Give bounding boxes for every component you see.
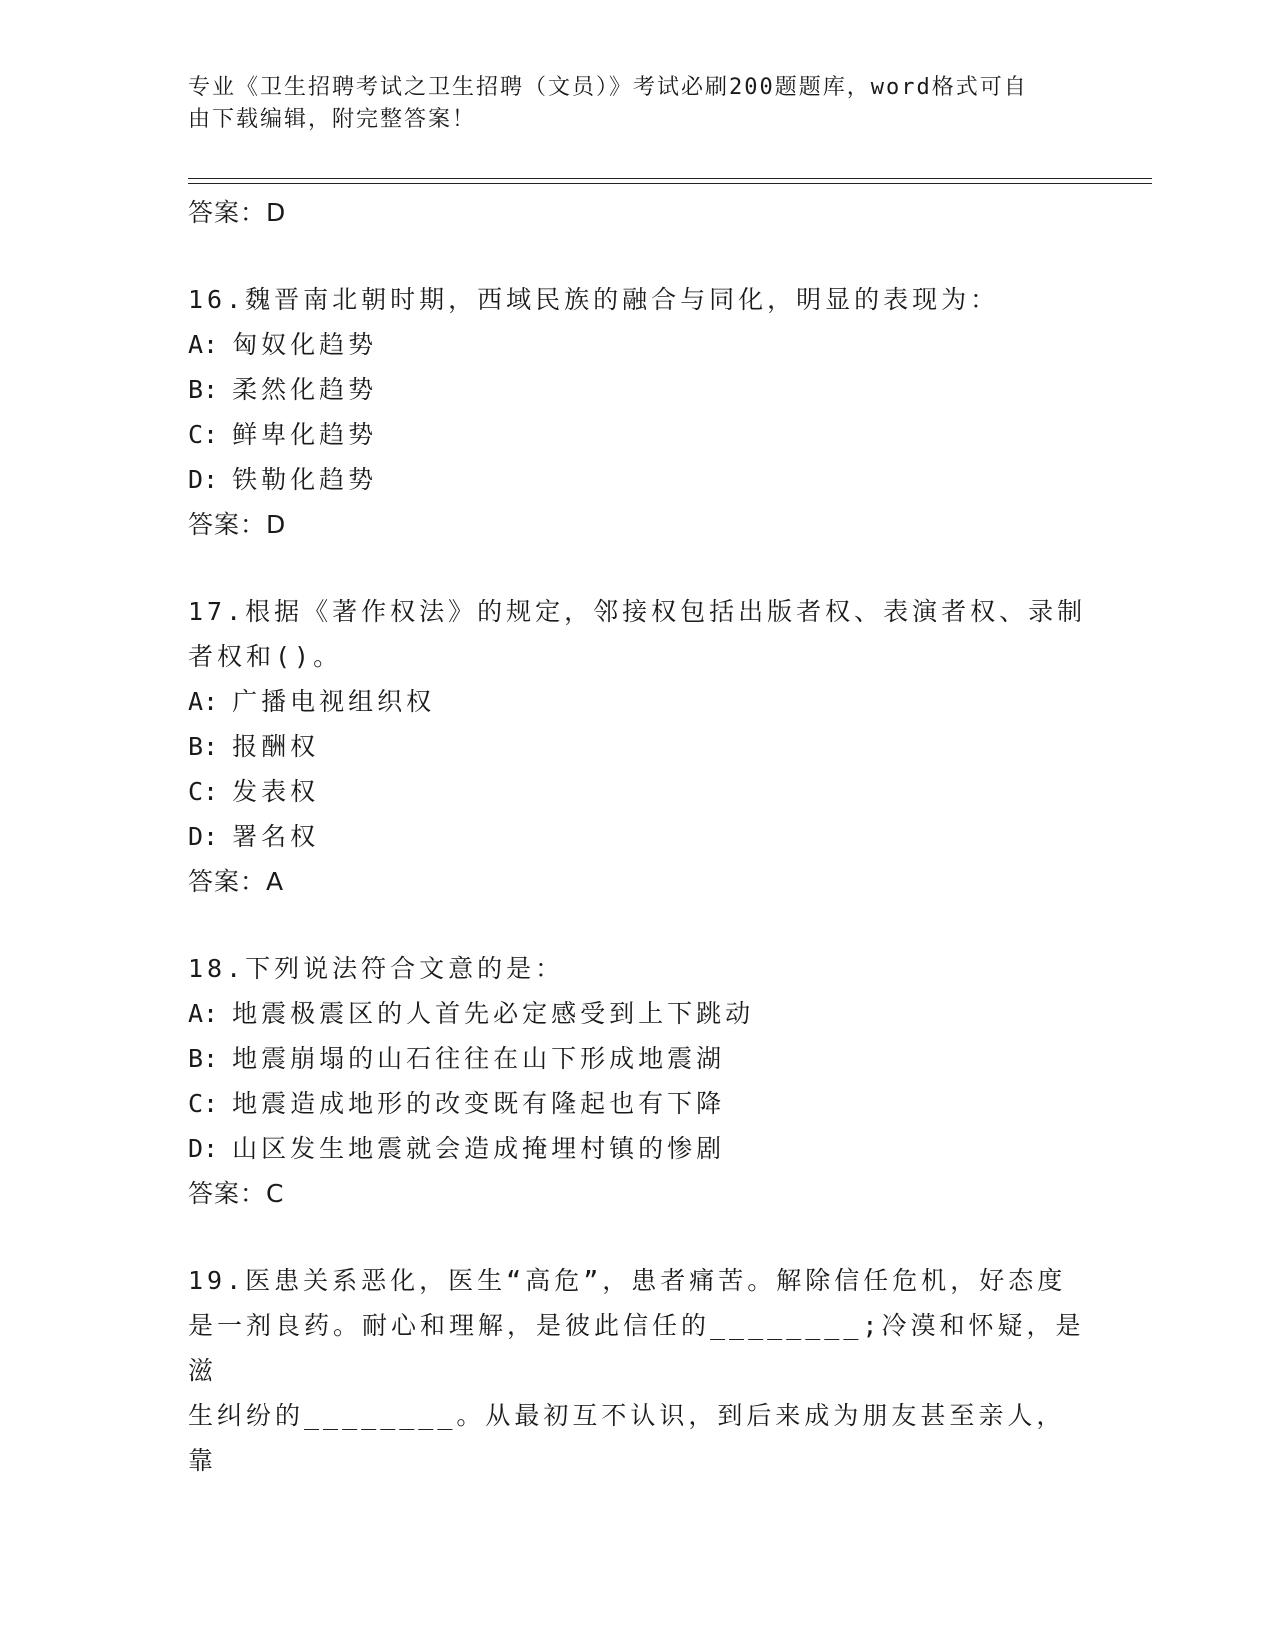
answer-16: 答案：D — [188, 510, 287, 539]
option-a: A: 地震极震区的人首先必定感受到上下跳动 — [188, 999, 755, 1028]
question-text: 16.魏晋南北朝时期，西域民族的融合与同化，明显的表现为： — [188, 285, 1000, 314]
answer-17: 答案：A — [188, 867, 285, 896]
option-c: C: 鲜卑化趋势 — [188, 420, 378, 449]
header-divider-top — [188, 178, 1152, 179]
option-b: B: 柔然化趋势 — [188, 375, 378, 404]
option-a: A: 匈奴化趋势 — [188, 330, 378, 359]
option-d: D: 铁勒化趋势 — [188, 465, 378, 494]
question-17 — [188, 589, 1088, 904]
answer-18: 答案：C — [188, 1179, 285, 1208]
option-b: B: 地震崩塌的山石往往在山下形成地震湖 — [188, 1044, 726, 1073]
question-text-line-1: 17.根据《著作权法》的规定，邻接权包括出版者权、表演者权、录制 — [188, 597, 1087, 626]
header-line-2: 由下载编辑，附完整答案！ — [188, 107, 477, 132]
question-text: 18.下列说法符合文意的是： — [188, 954, 565, 983]
question-text-line-2: 是一剂良药。耐心和理解，是彼此信任的________;冷漠和怀疑，是滋 — [188, 1311, 1085, 1385]
option-d: D: 山区发生地震就会造成掩埋村镇的惨剧 — [188, 1134, 726, 1163]
question-text-line-1: 19.医患关系恶化，医生“高危”，患者痛苦。解除信任危机，好态度 — [188, 1266, 1067, 1295]
header-line-1: 专业《卫生招聘考试之卫生招聘（文员）》考试必刷200题题库，word格式可自 — [188, 75, 1028, 100]
document-header — [188, 72, 1068, 136]
question-19 — [188, 1258, 1088, 1483]
option-b: B: 报酬权 — [188, 732, 320, 761]
question-18 — [188, 946, 1088, 1216]
answer-15: 答案：D — [188, 198, 287, 227]
header-divider-bottom — [188, 183, 1152, 184]
question-content — [188, 190, 1088, 1483]
question-text-line-2: 者权和()。 — [188, 642, 343, 671]
option-c: C: 发表权 — [188, 777, 320, 806]
question-16 — [188, 277, 1088, 547]
option-a: A: 广播电视组织权 — [188, 687, 436, 716]
question-text-line-3: 生纠纷的________。从最初互不认识，到后来成为朋友甚至亲人，靠 — [188, 1401, 1066, 1475]
option-c: C: 地震造成地形的改变既有隆起也有下降 — [188, 1089, 726, 1118]
option-d: D: 署名权 — [188, 822, 320, 851]
